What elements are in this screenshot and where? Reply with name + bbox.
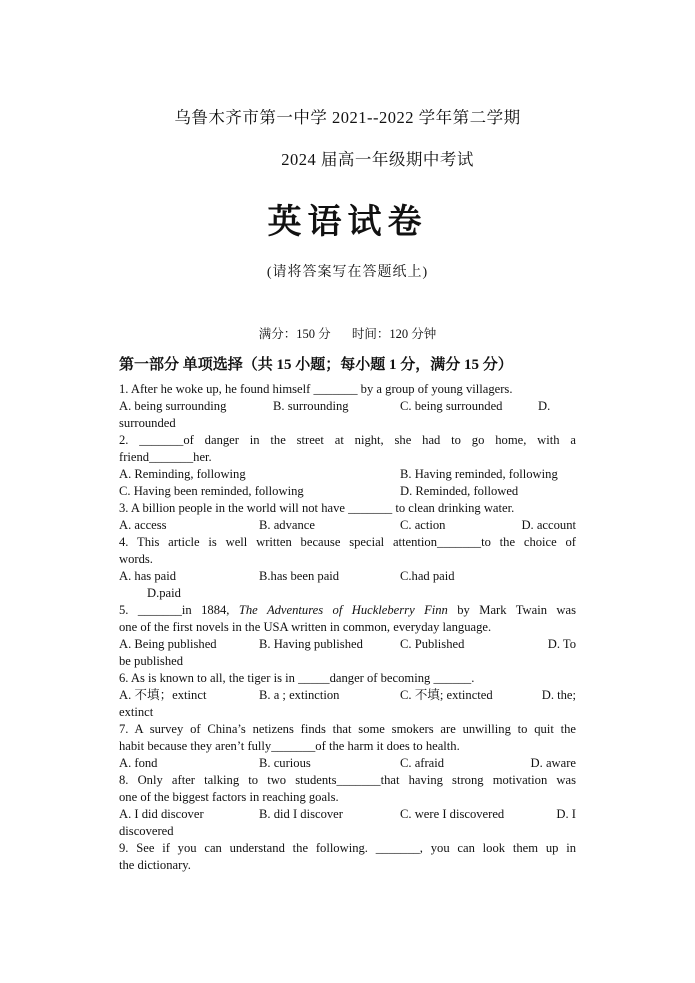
option-c: C.had paid	[400, 569, 455, 583]
question-4-options	[119, 568, 576, 585]
question-6-options	[119, 687, 576, 704]
option-c: C. Having been reminded, following	[119, 484, 304, 498]
option-b: B. a ; extinction	[259, 688, 340, 702]
exam-time: 时间：120 分钟	[351, 327, 437, 341]
question-9-stem: 9. See if you can understand the following. _______, you can look them up in	[119, 841, 576, 855]
option-b: B.has been paid	[259, 569, 340, 583]
question-4-stem-cont: words.	[119, 552, 153, 566]
question-7-stem-cont: habit because they aren’t fully_______of the harm it does to health.	[119, 739, 460, 753]
option-c: C. Published	[400, 637, 465, 651]
answer-sheet-note: (请将答案写在答题纸上)	[266, 265, 429, 280]
exam-name-heading: 2024 届高一年级期中考试	[281, 150, 474, 169]
question-9-stem-cont: the dictionary.	[119, 858, 191, 872]
option-c: C. were I discovered	[400, 807, 505, 821]
score-time-line	[0, 324, 695, 342]
question-8-options	[119, 806, 576, 823]
option-a: A. fond	[119, 756, 158, 770]
question-3-stem: 3. A billion people in the world will not have _______ to clean drinking water.	[119, 501, 515, 515]
question-5-stem-cont: one of the first novels in the USA written in common, everyday language.	[119, 620, 492, 634]
option-d: D.paid	[147, 586, 181, 600]
question-5-stem	[119, 602, 576, 619]
option-b: B. Having reminded, following	[400, 467, 558, 481]
question-1-options	[119, 398, 576, 415]
option-c: C. action	[400, 518, 446, 532]
option-a: A. Being published	[119, 637, 217, 651]
section-heading: 第一部分 单项选择（共 15 小题；每小题 1 分，满分 15 分）	[119, 357, 513, 373]
option-d: D. account	[521, 518, 576, 532]
question-8-stem-cont: one of the biggest factors in reaching goals.	[119, 790, 339, 804]
question-5-options	[119, 636, 576, 653]
option-d-continued: be published	[119, 654, 184, 668]
question-5-stem-end: by Mark Twain was	[447, 603, 576, 617]
paper-title: 英语试卷	[267, 204, 428, 241]
option-b: B. Having published	[259, 637, 363, 651]
option-d-continued: discovered	[119, 824, 174, 838]
question-3-options	[119, 517, 576, 534]
book-title: The Adventures of Huckleberry Finn	[238, 603, 448, 617]
option-d: D. the;	[541, 688, 576, 702]
question-4-stem: 4. This article is well written because special attention_______to the choice of	[119, 535, 576, 549]
question-7-options	[119, 755, 576, 772]
option-d: D. I	[556, 807, 576, 821]
option-a: A. Reminding, following	[119, 467, 246, 481]
option-b: B. surrounding	[273, 399, 349, 413]
question-5-stem-start: 5. _______in 1884,	[119, 603, 239, 617]
question-2-stem-cont: friend_______her.	[119, 450, 212, 464]
question-7-stem: 7. A survey of China’s netizens finds that some smokers are unwilling to quit the	[119, 722, 576, 736]
option-d: D. Reminded, followed	[400, 484, 519, 498]
question-6-stem: 6. As is known to all, the tiger is in _____danger of becoming ______.	[119, 671, 475, 685]
option-d: D.	[538, 399, 551, 413]
option-b: B. advance	[259, 518, 315, 532]
option-c: C. afraid	[400, 756, 445, 770]
option-d: D. To	[547, 637, 576, 651]
option-a: A. being surrounding	[119, 399, 227, 413]
question-1-stem: 1. After he woke up, he found himself _______ by a group of young villagers.	[119, 382, 513, 396]
option-d-continued: extinct	[119, 705, 154, 719]
question-2-stem: 2. _______of danger in the street at night, she had to go home, with a	[119, 433, 576, 447]
question-2-options-row1	[119, 466, 576, 483]
option-d: D. aware	[530, 756, 576, 770]
option-b: B. curious	[259, 756, 311, 770]
full-score: 满分：150 分	[258, 327, 331, 341]
question-2-options-row2	[119, 483, 576, 500]
option-a: A. has paid	[119, 569, 177, 583]
option-a: A. access	[119, 518, 167, 532]
option-b: B. did I discover	[259, 807, 343, 821]
option-a: A. 不填；extinct	[119, 688, 207, 702]
option-d-continued: surrounded	[119, 416, 176, 430]
option-c: C. 不填; extincted	[400, 688, 493, 702]
option-a: A. I did discover	[119, 807, 204, 821]
option-c: C. being surrounded	[400, 399, 503, 413]
question-list	[119, 381, 576, 874]
question-8-stem: 8. Only after talking to two students_______that having strong motivation was	[119, 773, 576, 787]
school-term-heading: 乌鲁木齐市第一中学 2021--2022 学年第二学期	[174, 108, 521, 127]
